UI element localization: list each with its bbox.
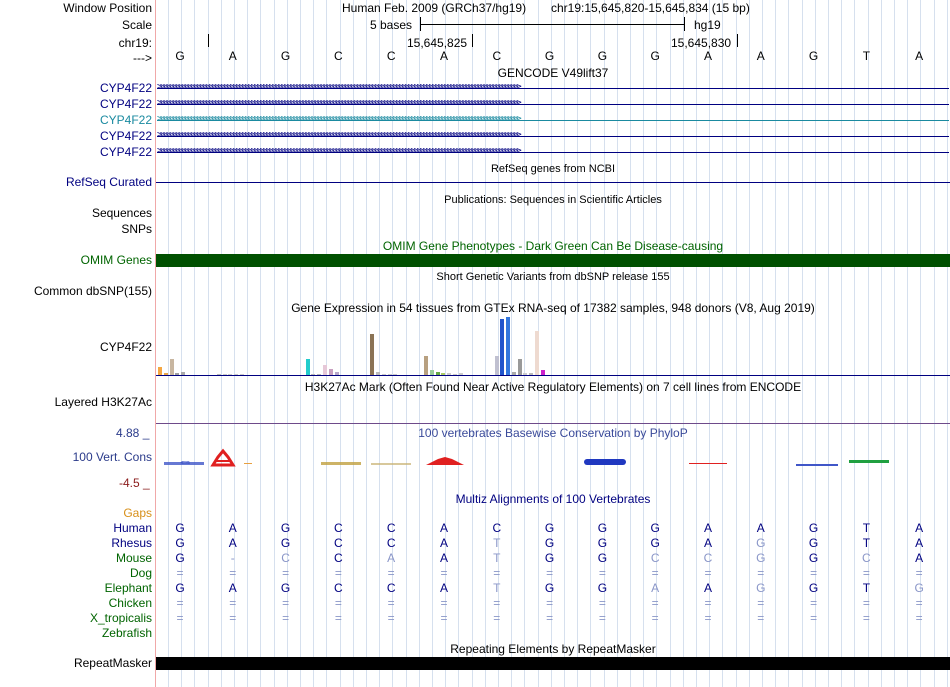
multiz-base: - <box>230 551 235 565</box>
multiz-base: G <box>756 581 766 595</box>
scale-bar-right-tick <box>684 17 685 31</box>
multiz-base: = <box>493 566 501 580</box>
h3k27ac-track-title[interactable]: H3K27Ac Mark (Often Found Near Active Regulatory Elements) on 7 cell lines from ENCODE <box>304 380 802 394</box>
multiz-base: G <box>280 521 291 535</box>
scale-label: Scale <box>121 18 152 32</box>
sequence-base: T <box>862 49 871 63</box>
gencode-gene-label[interactable]: CYP4F22 <box>99 129 152 143</box>
multiz-base: C <box>334 551 343 565</box>
multiz-species-label[interactable]: Mouse <box>115 551 152 565</box>
multiz-base: G <box>544 551 555 565</box>
window-position-label: Window Position <box>63 1 152 15</box>
sequence-base: C <box>492 49 502 63</box>
multiz-base: G <box>175 536 185 550</box>
multiz-base: A <box>387 551 396 565</box>
gencode-track-title[interactable]: GENCODE V49lift37 <box>497 66 609 80</box>
phylop-ymin: -4.5 _ <box>119 476 150 490</box>
multiz-base: = <box>757 611 765 625</box>
omim-gene-bar[interactable] <box>156 254 950 267</box>
omim-track-label[interactable]: OMIM Genes <box>80 253 152 267</box>
multiz-base: = <box>810 611 818 625</box>
multiz-base: = <box>440 566 448 580</box>
multiz-base: = <box>810 566 818 580</box>
gtex-track-title[interactable]: Gene Expression in 54 tissues from GTEx RNA-seq of 17382 samples, 948 donors (V8, Aug 2019) <box>291 301 815 315</box>
sequence-base: G <box>544 49 555 63</box>
multiz-base: A <box>439 521 448 535</box>
multiz-base: = <box>229 596 237 610</box>
sequence-base: A <box>228 49 237 63</box>
multiz-base: T <box>493 536 501 550</box>
phylop-glyph-A-3 <box>689 463 727 464</box>
multiz-base: G <box>914 581 924 595</box>
refseq-gene-line[interactable] <box>156 182 950 183</box>
gencode-gene-label[interactable]: CYP4F22 <box>99 113 152 127</box>
multiz-species-label[interactable]: Chicken <box>108 596 152 610</box>
multiz-species-label[interactable]: Elephant <box>104 581 152 595</box>
position-range[interactable]: chr19:15,645,820-15,645,834 (15 bp) <box>551 1 750 15</box>
phylop-glyph-G-3 <box>796 464 838 466</box>
phylop-logo[interactable] <box>156 440 950 480</box>
multiz-base: = <box>493 596 501 610</box>
chrom-tick-label-2: 15,645,830 <box>671 36 732 50</box>
multiz-base: C <box>334 521 343 535</box>
gencode-strand-arrows: >>>>>>>>>>>>>>>>>>>>>>>>>>>>>>>>>>>>>>>>>>>>>>>>>>>>>>>>>>>>>>>>>>>>>>>>>>>>>>>>>>>>>>>>>>>>>>>>>>>>>>>>>>>>>>>>>>>>>>>> <box>157 98 520 108</box>
multiz-base: G <box>808 581 819 595</box>
multiz-base: = <box>334 566 342 580</box>
multiz-base: A <box>703 536 712 550</box>
multiz-base: = <box>862 566 870 580</box>
multiz-base: G <box>597 581 608 595</box>
multiz-base: G <box>175 521 185 535</box>
multiz-base: G <box>808 536 819 550</box>
sequence-base: A <box>439 49 448 63</box>
sequence-base: G <box>280 49 291 63</box>
sequence-base: C <box>386 49 396 63</box>
multiz-base: A <box>439 581 448 595</box>
phylop-track-label[interactable]: 100 Vert. Cons <box>72 450 152 464</box>
multiz-base: A <box>703 521 712 535</box>
multiz-base: = <box>334 596 342 610</box>
multiz-base: A <box>915 536 924 550</box>
gencode-strand-arrows: >>>>>>>>>>>>>>>>>>>>>>>>>>>>>>>>>>>>>>>>>>>>>>>>>>>>>>>>>>>>>>>>>>>>>>>>>>>>>>>>>>>>>>>>>>>>>>>>>>>>>>>>>>>>>>>>>>>>>>>> <box>157 130 520 140</box>
multiz-base: G <box>808 551 819 565</box>
multiz-base: A <box>228 581 237 595</box>
multiz-base: A <box>228 521 237 535</box>
gencode-strand-arrows: >>>>>>>>>>>>>>>>>>>>>>>>>>>>>>>>>>>>>>>>>>>>>>>>>>>>>>>>>>>>>>>>>>>>>>>>>>>>>>>>>>>>>>>>>>>>>>>>>>>>>>>>>>>>>>>>>>>>>>>> <box>157 114 520 124</box>
gtex-tissue-bar[interactable] <box>500 319 504 375</box>
chrom-label: chr19: <box>118 36 152 50</box>
gtex-tissue-bar[interactable] <box>306 359 310 375</box>
multiz-base: A <box>439 551 448 565</box>
chrom-tick-0 <box>208 34 209 47</box>
sequence-base: A <box>915 49 924 63</box>
multiz-base: G <box>808 521 819 535</box>
multiz-base: = <box>440 611 448 625</box>
assembly-name[interactable]: Human Feb. 2009 (GRCh37/hg19) <box>342 1 527 15</box>
multiz-base: G <box>544 581 555 595</box>
phylop-glyph-small-1 <box>244 463 252 464</box>
sequence-base: G <box>175 49 185 63</box>
repeatmasker-track-label[interactable]: RepeatMasker <box>73 656 152 670</box>
multiz-base: = <box>546 596 554 610</box>
phylop-glyph-bar-1 <box>164 462 204 465</box>
sequence-direction-label: ---> <box>133 51 152 65</box>
multiz-base: = <box>651 611 659 625</box>
gtex-baseline <box>156 375 950 376</box>
phylop-glyph-C-1 <box>321 462 361 465</box>
multiz-base: = <box>757 566 765 580</box>
multiz-base: = <box>704 611 712 625</box>
gtex-tissue-bar[interactable] <box>518 359 522 375</box>
multiz-base: G <box>175 581 185 595</box>
multiz-base: = <box>704 566 712 580</box>
gencode-strand-arrows: >>>>>>>>>>>>>>>>>>>>>>>>>>>>>>>>>>>>>>>>>>>>>>>>>>>>>>>>>>>>>>>>>>>>>>>>>>>>>>>>>>>>>>>>>>>>>>>>>>>>>>>>>>>>>>>>>>>>>>>> <box>157 146 520 156</box>
phylop-glyph-G-2 <box>584 459 626 465</box>
multiz-base: C <box>386 521 396 535</box>
chrom-tick-label-1: 15,645,825 <box>407 36 468 50</box>
multiz-base: G <box>280 536 291 550</box>
phylop-ymax: 4.88 _ <box>116 426 150 440</box>
multiz-species-label[interactable]: Dog <box>129 566 152 580</box>
dbsnp-track-title[interactable]: Short Genetic Variants from dbSNP release 155 <box>436 271 670 283</box>
multiz-base: T <box>862 521 871 535</box>
scale-assembly: hg19 <box>694 18 721 32</box>
multiz-base: T <box>493 551 501 565</box>
multiz-base: = <box>704 596 712 610</box>
multiz-base: = <box>176 566 184 580</box>
h3k27ac-track-label[interactable]: Layered H3K27Ac <box>54 395 152 409</box>
gtex-tissue-bar[interactable] <box>158 367 162 375</box>
multiz-base: C <box>862 551 871 565</box>
multiz-base: = <box>598 596 606 610</box>
phylop-track-title[interactable]: 100 vertebrates Basewise Conservation by PhyloP <box>418 426 688 440</box>
sequence-base: G <box>597 49 608 63</box>
gencode-gene-label[interactable]: CYP4F22 <box>99 145 152 159</box>
multiz-base: A <box>756 521 765 535</box>
publications-track-title[interactable]: Publications: Sequences in Scientific Articles <box>444 194 662 206</box>
multiz-base: = <box>862 596 870 610</box>
scale-bar-text: 5 bases <box>370 18 413 32</box>
multiz-base: G <box>544 536 555 550</box>
multiz-base: T <box>493 581 501 595</box>
multiz-base: = <box>282 566 290 580</box>
multiz-base: = <box>862 611 870 625</box>
refseq-track-label[interactable]: RefSeq Curated <box>65 175 152 189</box>
multiz-base: G <box>544 521 555 535</box>
publications-sequences-label[interactable]: Sequences <box>91 206 152 220</box>
multiz-base: T <box>862 581 871 595</box>
multiz-base: = <box>229 566 237 580</box>
gtex-tissue-bar[interactable] <box>424 356 428 375</box>
multiz-base: = <box>598 611 606 625</box>
multiz-base: = <box>651 596 659 610</box>
multiz-base: = <box>757 596 765 610</box>
multiz-gaps-label: Gaps <box>123 506 152 520</box>
multiz-base: C <box>281 551 290 565</box>
multiz-base: A <box>228 536 237 550</box>
multiz-base: = <box>387 596 395 610</box>
multiz-base: C <box>334 536 343 550</box>
repeatmasker-track-title[interactable]: Repeating Elements by RepeatMasker <box>450 642 656 656</box>
scale-bar-line <box>420 24 685 25</box>
multiz-base: = <box>598 566 606 580</box>
multiz-base: = <box>282 596 290 610</box>
multiz-base: A <box>703 581 712 595</box>
publications-snps-label[interactable]: SNPs <box>121 222 152 236</box>
multiz-base: T <box>862 536 871 550</box>
multiz-base: = <box>546 611 554 625</box>
multiz-base: G <box>756 551 766 565</box>
multiz-base: G <box>650 521 660 535</box>
gtex-tissue-bar[interactable] <box>323 365 327 375</box>
multiz-base: G <box>756 536 766 550</box>
sequence-base: A <box>756 49 765 63</box>
multiz-base: = <box>651 566 659 580</box>
phylop-glyph-T-1 <box>849 460 889 463</box>
multiz-track-title[interactable]: Multiz Alignments of 100 Vertebrates <box>455 492 651 506</box>
sequence-base: A <box>703 49 712 63</box>
multiz-base: = <box>176 611 184 625</box>
multiz-base: = <box>440 596 448 610</box>
dbsnp-track-label[interactable]: Common dbSNP(155) <box>33 284 152 298</box>
gtex-tissue-bar[interactable] <box>495 356 499 375</box>
gtex-gene-label[interactable]: CYP4F22 <box>99 340 152 354</box>
multiz-base: = <box>810 596 818 610</box>
multiz-base: C <box>334 581 343 595</box>
multiz-base: = <box>387 566 395 580</box>
gtex-tissue-bar[interactable] <box>370 334 374 375</box>
chrom-tick-1 <box>472 34 473 47</box>
multiz-species-label[interactable]: Human <box>113 521 152 535</box>
multiz-base: A <box>915 551 924 565</box>
phylop-glyph-A-2 <box>426 457 464 465</box>
multiz-species-label[interactable]: X_tropicalis <box>89 611 152 625</box>
multiz-base: G <box>597 536 608 550</box>
sequence-base: C <box>334 49 343 63</box>
multiz-base: G <box>175 551 185 565</box>
multiz-base: = <box>915 566 923 580</box>
sequence-base: G <box>808 49 819 63</box>
multiz-base: G <box>597 551 608 565</box>
omim-track-title[interactable]: OMIM Gene Phenotypes - Dark Green Can Be Disease-causing <box>382 239 724 253</box>
multiz-species-label[interactable]: Rhesus <box>111 536 152 550</box>
multiz-base: = <box>334 611 342 625</box>
gencode-strand-arrows: >>>>>>>>>>>>>>>>>>>>>>>>>>>>>>>>>>>>>>>>>>>>>>>>>>>>>>>>>>>>>>>>>>>>>>>>>>>>>>>>>>>>>>>>>>>>>>>>>>>>>>>>>>>>>>>>>>>>>>>> <box>157 82 520 92</box>
multiz-base: C <box>386 581 396 595</box>
multiz-base: G <box>280 581 291 595</box>
repeatmasker-bar[interactable] <box>156 657 950 670</box>
multiz-base: C <box>492 521 502 535</box>
multiz-base: = <box>493 611 501 625</box>
gtex-tissue-bar[interactable] <box>506 317 510 375</box>
gtex-tissue-bar[interactable] <box>170 359 174 375</box>
multiz-base: = <box>915 611 923 625</box>
gtex-tissue-bar[interactable] <box>535 331 539 375</box>
multiz-base: = <box>387 611 395 625</box>
multiz-base: C <box>703 551 713 565</box>
multiz-base: G <box>597 521 608 535</box>
multiz-base: C <box>386 536 396 550</box>
gtex-bar-chart[interactable] <box>156 316 950 376</box>
phylop-glyph-A-1 <box>213 451 233 465</box>
h3k27ac-baseline <box>156 423 950 424</box>
multiz-base: A <box>651 581 660 595</box>
multiz-base: = <box>282 611 290 625</box>
gencode-gene-label[interactable]: CYP4F22 <box>99 81 152 95</box>
multiz-species-label[interactable]: Zebrafish <box>101 626 152 640</box>
refseq-track-title[interactable]: RefSeq genes from NCBI <box>490 163 616 175</box>
phylop-glyph-C-2 <box>371 463 411 465</box>
sequence-base: G <box>650 49 660 63</box>
multiz-base: = <box>546 566 554 580</box>
multiz-base: = <box>176 596 184 610</box>
multiz-base: A <box>439 536 448 550</box>
chrom-tick-2 <box>737 34 738 47</box>
multiz-base: G <box>650 536 660 550</box>
multiz-base: C <box>650 551 660 565</box>
multiz-base: A <box>915 521 924 535</box>
multiz-base: = <box>915 596 923 610</box>
multiz-base: = <box>229 611 237 625</box>
gencode-gene-label[interactable]: CYP4F22 <box>99 97 152 111</box>
